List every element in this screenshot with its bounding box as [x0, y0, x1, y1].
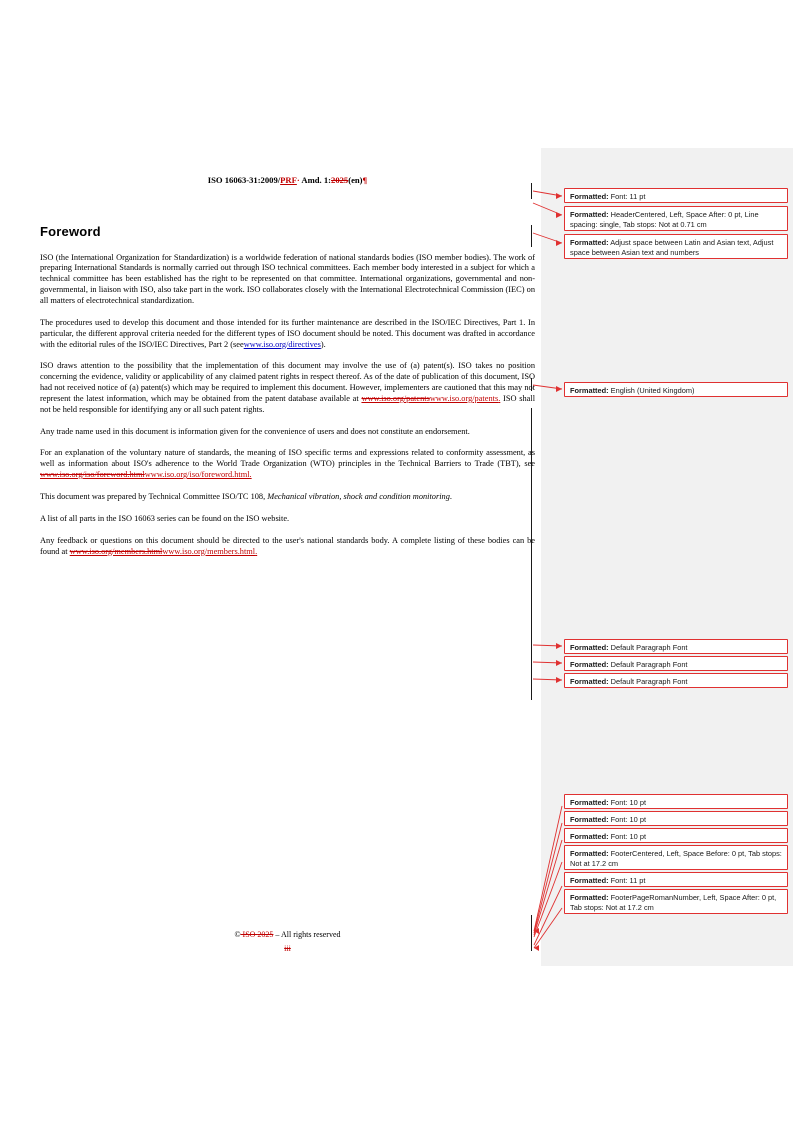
- balloon-english-uk[interactable]: [564, 382, 788, 397]
- balloon-text: Font: 10 pt: [608, 815, 646, 824]
- balloon-font-10pt-3[interactable]: [564, 828, 788, 843]
- balloon-font-11pt-footer[interactable]: [564, 872, 788, 887]
- paragraph-committee: This document was prepared by Technical Committee ISO/TC 108, Mechanical vibration, shock and condition monitoring.: [40, 491, 452, 501]
- link-foreword-inserted[interactable]: www.iso.org/iso/foreword.html: [144, 470, 250, 480]
- running-header: ISO 16063-31:2009/PRF· Amd. 1:2025(en)¶: [207, 175, 368, 185]
- footer-page-number: [40, 944, 535, 953]
- balloon-label: Formatted:: [570, 876, 609, 885]
- balloon-label: Formatted:: [570, 849, 609, 858]
- balloon-text: Default Paragraph Font: [608, 660, 688, 669]
- balloon-text: HeaderCentered, Left, Space After: 0 pt, Line spacing: single, Tab stops: Not at 0.71 cm: [570, 210, 759, 229]
- paragraph-procedures-text: The procedures used to develop this document and those intended for its further maintenance are described in the ISO/IEC Directives, Part 1. In particular, the different approval criteria needed for the different types of ISO document should be noted. This document was drafted in accordance with the editorial rules of the ISO/IEC Directives, Part 2 (see: [40, 317, 535, 349]
- balloon-label: Formatted:: [570, 677, 609, 686]
- footer-copyright: [40, 930, 535, 939]
- balloon-label: Formatted:: [570, 660, 609, 669]
- paragraph-patents-text: ISO draws attention to the possibility that the implementation of this document may involve the use of (a) patent(s). ISO takes no position concerning the evidence, validity or applicability of any claimed patent rights in respect thereof. As of the date of publication of this document, ISO had not received notice of (a) patent(s) which may be required to implement this document. However, implementers are cautioned that this may not represent the latest information, which may be obtained from the patent database available at: [40, 361, 535, 403]
- balloon-text: Font: 10 pt: [608, 832, 646, 841]
- balloon-default-paragraph-font-3[interactable]: [564, 673, 788, 688]
- paragraph-procedures: The procedures used to develop this document and those intended for its further maintenance are described in the ISO/IEC Directives, Part 1. In particular, the different approval criteria needed for the different types of ISO document should be noted. This document was drafted in accordance with the editorial rules of the ISO/IEC Directives, Part 2 (seewww.iso.org/directives).: [40, 317, 535, 349]
- balloon-label: Formatted:: [570, 386, 609, 395]
- link-patents-deleted[interactable]: www.iso.org/patents: [361, 393, 430, 403]
- balloon-text: Font: 10 pt: [608, 798, 646, 807]
- balloon-footercentered[interactable]: [564, 845, 788, 870]
- balloon-label: Formatted:: [570, 210, 609, 219]
- paragraph-feedback: [40, 536, 535, 558]
- header-suffix: (en): [348, 175, 363, 185]
- balloon-label: Formatted:: [570, 798, 609, 807]
- footer-year-sep: –: [273, 930, 281, 939]
- balloon-font-11pt-header[interactable]: [564, 188, 788, 203]
- balloon-font-10pt-2[interactable]: [564, 811, 788, 826]
- revision-margin-strip: [541, 148, 793, 966]
- balloon-text: Default Paragraph Font: [608, 643, 688, 652]
- paragraph-patents: [40, 361, 535, 415]
- balloon-text: FooterCentered, Left, Space Before: 0 pt, Tab stops: Not at 17.2 cm: [570, 849, 782, 868]
- paragraph-committee-text: This document was prepared by Technical Committee ISO/TC 108,: [40, 491, 266, 501]
- link-directives[interactable]: www.iso.org/directives: [243, 339, 321, 349]
- page-title: Foreword: [40, 224, 101, 239]
- balloon-text: Default Paragraph Font: [608, 677, 688, 686]
- paragraph-all-parts: A list of all parts in the ISO 16063 series can be found on the ISO website.: [40, 513, 290, 523]
- balloon-default-paragraph-font-2[interactable]: [564, 656, 788, 671]
- balloon-text: FooterPageRomanNumber, Left, Space After: 0 pt, Tab stops: Not at 17.2 cm: [570, 893, 777, 912]
- balloon-headercentered[interactable]: [564, 206, 788, 231]
- balloon-label: Formatted:: [570, 893, 609, 902]
- footer-rights: All rights reserved: [280, 930, 341, 939]
- header-inserted-prf: PRF: [280, 175, 297, 185]
- committee-title: Mechanical vibration, shock and condition monitoring: [267, 491, 450, 501]
- paragraph-patents-tail: ISO shall not be held responsible for identifying any or all such patent rights.: [40, 393, 536, 414]
- balloon-label: Formatted:: [570, 643, 609, 652]
- balloon-text: Adjust space between Latin and Asian text, Adjust space between Asian text and numbers: [570, 238, 774, 257]
- header-mid: Amd. 1:: [299, 175, 332, 185]
- patents-inserted-period: .: [498, 393, 501, 403]
- balloon-label: Formatted:: [570, 832, 609, 841]
- link-members-inserted[interactable]: www.iso.org/members.html: [162, 546, 256, 556]
- balloon-adjust-space[interactable]: [564, 234, 788, 259]
- link-members-deleted[interactable]: www.iso.org/members.html: [69, 546, 163, 556]
- balloon-default-paragraph-font-1[interactable]: [564, 639, 788, 654]
- footer-iso-deleted: ISO: [240, 930, 258, 939]
- foreword-inserted-period: .: [249, 470, 252, 480]
- page-number-deleted: iii: [284, 944, 291, 953]
- balloon-footerpageromannumber[interactable]: [564, 889, 788, 914]
- link-patents-inserted[interactable]: www.iso.org/patents: [429, 393, 499, 403]
- balloon-text: English (United Kingdom): [608, 386, 695, 395]
- paragraph-feedback-text: Any feedback or questions on this document should be directed to the user's national standards body. A complete listing of these bodies can be found at: [40, 535, 535, 556]
- paragraph-voluntary-nature: [40, 448, 535, 481]
- paragraph-voluntary-text: For an explanation of the voluntary nature of standards, the meaning of ISO specific terms and expressions related to conformity assessment, as well as information about ISO's adherence to the World Trade Organization (WTO) principles in the Technical Barriers to Trade (TBT), see: [40, 448, 535, 469]
- header-prefix: ISO 16063-31:2009/: [207, 175, 281, 185]
- balloon-label: Formatted:: [570, 192, 609, 201]
- balloon-text: Font: 11 pt: [608, 192, 646, 201]
- balloon-label: Formatted:: [570, 238, 609, 247]
- paragraph-trade-name: Any trade name used in this document is information given for the convenience of users and does not constitute an endorsement.: [40, 426, 470, 436]
- members-inserted-period: .: [255, 546, 258, 556]
- document-text-column: [40, 175, 535, 568]
- footer-year-deleted: 2025: [257, 930, 274, 939]
- copyright-symbol: ©: [234, 930, 241, 939]
- header-deleted-year: 2025: [331, 175, 349, 185]
- balloon-font-10pt-1[interactable]: [564, 794, 788, 809]
- balloon-label: Formatted:: [570, 815, 609, 824]
- paragraph-iso-intro: ISO (the International Organization for Standardization) is a worldwide federation of national standards bodies (ISO member bodies). The work of preparing International Standards is normally carried out through ISO technical committees. Each member body interested in a subject for which a technical committee has been established has the right to be represented on that committee. International organizations, governmental and non-governmental, in liaison with ISO, also take part in the work. ISO collaborates closely with the International Electrotechnical Commission (IEC) on all matters of electrotechnical standardization.: [40, 252, 535, 305]
- link-foreword-deleted[interactable]: www.iso.org/iso/foreword.html: [40, 470, 145, 480]
- balloon-text: Font: 11 pt: [608, 876, 646, 885]
